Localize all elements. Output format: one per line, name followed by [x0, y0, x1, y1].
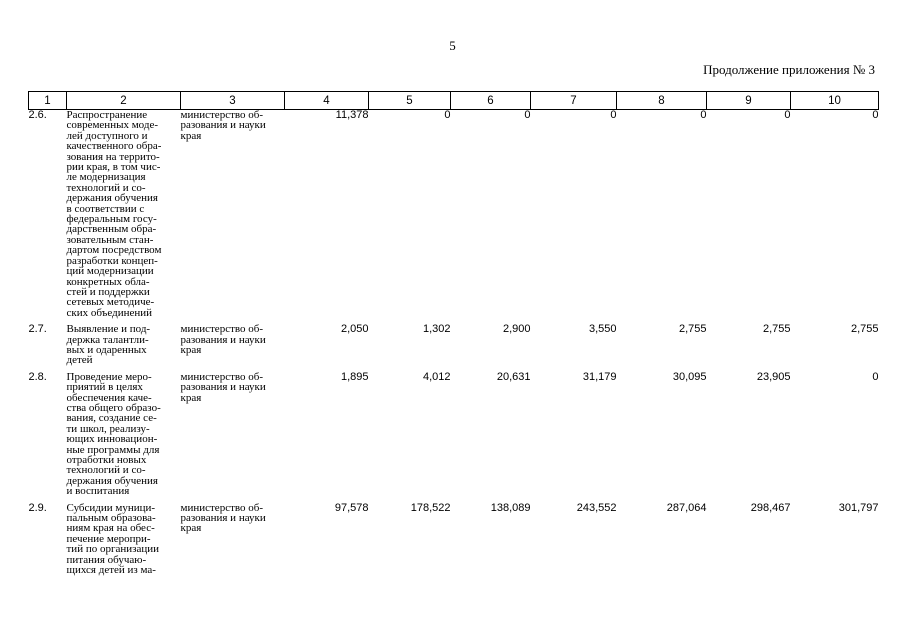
activity-name — [67, 324, 181, 366]
row-number: 2.9. — [28, 501, 47, 514]
activity-name-line: Проведение меро- — [66, 370, 152, 383]
activity-name-line: современных моде- — [66, 119, 159, 132]
funding-value: 20,631 — [496, 370, 531, 383]
activity-name-line: ные программы для — [66, 443, 160, 456]
funding-value: 11,378 — [335, 109, 369, 121]
activity-name-line: технологий и со- — [66, 181, 146, 194]
column-header: 1 — [29, 92, 67, 110]
executor-line: края — [180, 129, 202, 142]
activity-name — [67, 372, 181, 497]
funding-value: 31,179 — [582, 370, 617, 383]
funding-value: 0 — [610, 109, 617, 121]
executor-line: разования и науки — [180, 512, 266, 525]
activity-name-line: стей и поддержки — [66, 285, 150, 298]
appendix-table — [28, 91, 879, 575]
activity-name-line: дарственным обра- — [66, 223, 157, 236]
funding-value: 30,095 — [672, 370, 707, 383]
activity-name — [67, 503, 181, 576]
executor — [181, 324, 285, 366]
executor-line: разования и науки — [180, 333, 266, 346]
activity-name-line: отработки новых — [66, 454, 147, 466]
page-number: 5 — [449, 38, 456, 53]
activity-name-line: ских объединений — [66, 306, 153, 319]
activity-name-line: и воспитания — [66, 485, 130, 498]
table-body — [29, 110, 879, 576]
column-header: 4 — [285, 92, 369, 110]
funding-value: 1,302 — [422, 323, 451, 336]
executor-line: разования и науки — [180, 119, 266, 132]
column-header: 9 — [707, 92, 791, 110]
funding-value: 178,522 — [410, 501, 451, 514]
activity-name-line: вых и одаренных — [66, 343, 147, 356]
executor-line: края — [180, 391, 202, 404]
funding-value: 23,905 — [756, 370, 791, 383]
activity-name-line: сетевых методиче- — [66, 296, 155, 309]
activity-name-line: пальным образова- — [66, 512, 156, 525]
funding-value: 3,550 — [588, 323, 617, 336]
activity-name-line: ющих инновацион- — [66, 433, 158, 446]
executor-line: разования и науки — [180, 381, 266, 394]
activity-name-line: держания обучения — [66, 474, 158, 487]
activity-name-line: держания обучения — [66, 192, 158, 205]
activity-name-line: в соответствии с — [66, 202, 145, 215]
funding-value: 0 — [872, 109, 879, 121]
activity-name-line: ниям края на обес- — [66, 522, 155, 535]
executor-line: министерство об- — [180, 370, 264, 383]
activity-name — [67, 110, 181, 319]
funding-value: 2,755 — [762, 323, 791, 336]
table-row — [29, 372, 879, 497]
executor-line: края — [180, 343, 202, 356]
row-number: 2.7. — [28, 323, 47, 336]
activity-name-line: разработки концеп- — [66, 254, 158, 267]
executor — [181, 110, 285, 319]
funding-value: 0 — [524, 109, 531, 121]
executor-line: министерство об- — [180, 109, 264, 121]
funding-value: 0 — [444, 109, 451, 121]
funding-value: 1,895 — [340, 370, 369, 383]
activity-name-line: ций модернизации — [66, 265, 154, 278]
column-header: 2 — [67, 92, 181, 110]
column-header: 10 — [791, 92, 879, 110]
activity-name-line: дартом посредством — [66, 244, 162, 257]
executor — [181, 372, 285, 497]
activity-name-line: конкретных обла- — [66, 275, 150, 288]
activity-name-line: зования на террито- — [66, 150, 160, 163]
funding-value: 2,900 — [502, 323, 531, 336]
activity-name-line: Субсидии муници- — [66, 501, 156, 514]
activity-name-line: лей доступного и — [66, 129, 148, 142]
executor — [181, 503, 285, 576]
activity-name-line: технологий и со- — [66, 464, 146, 477]
executor-line: министерство об- — [180, 323, 264, 336]
executor-line: края — [180, 522, 202, 535]
table-row — [29, 324, 879, 366]
activity-name-line: ле модернизация — [66, 171, 146, 184]
activity-name-line: питания обучаю- — [66, 553, 147, 566]
column-header: 8 — [617, 92, 707, 110]
activity-name-line: федеральным госу- — [66, 213, 157, 226]
activity-name-line: детей — [66, 354, 93, 367]
column-header: 3 — [181, 92, 285, 110]
funding-value: 287,064 — [666, 501, 707, 514]
activity-name-line: Распространение — [66, 109, 148, 121]
activity-name-line: держка талантли- — [66, 333, 149, 346]
funding-value: 243,552 — [576, 501, 617, 514]
row-number: 2.8. — [28, 370, 47, 383]
activity-name-line: ти школ, реализу- — [66, 422, 150, 435]
activity-name-line: тий по организации — [66, 543, 160, 556]
funding-value: 2,050 — [340, 323, 369, 336]
column-header: 6 — [451, 92, 531, 110]
appendix-continuation-note: Продолжение приложения № 3 — [703, 62, 875, 77]
funding-value: 4,012 — [422, 370, 451, 383]
funding-value: 138,089 — [490, 501, 531, 514]
funding-value: 0 — [784, 109, 791, 121]
funding-value: 301,797 — [838, 501, 879, 514]
funding-value: 2,755 — [850, 323, 879, 336]
executor-line: министерство об- — [180, 501, 264, 514]
activity-name-line: обеспечения каче- — [66, 391, 152, 404]
column-header: 7 — [531, 92, 617, 110]
activity-name-line: Выявление и под- — [66, 323, 151, 336]
activity-name-line: качественного обра- — [66, 140, 162, 153]
activity-name-line: ства общего образо- — [66, 401, 161, 414]
funding-value: 0 — [872, 370, 879, 383]
funding-value: 97,578 — [334, 501, 369, 514]
table-header-row — [29, 92, 879, 110]
table-row — [29, 503, 879, 576]
row-number: 2.6. — [28, 109, 47, 121]
funding-value: 298,467 — [750, 501, 791, 514]
funding-value: 2,755 — [678, 323, 707, 336]
activity-name-line: щихся детей из ма- — [66, 564, 156, 577]
column-header: 5 — [369, 92, 451, 110]
activity-name-line: зовательным стан- — [66, 233, 154, 246]
activity-name-line: приятий в целях — [66, 381, 143, 394]
table-row — [29, 110, 879, 319]
activity-name-line: печение меропри- — [66, 532, 151, 545]
funding-value: 0 — [700, 109, 707, 121]
activity-name-line: рии края, в том чис- — [66, 161, 161, 174]
activity-name-line: вания, создание се- — [66, 412, 157, 425]
